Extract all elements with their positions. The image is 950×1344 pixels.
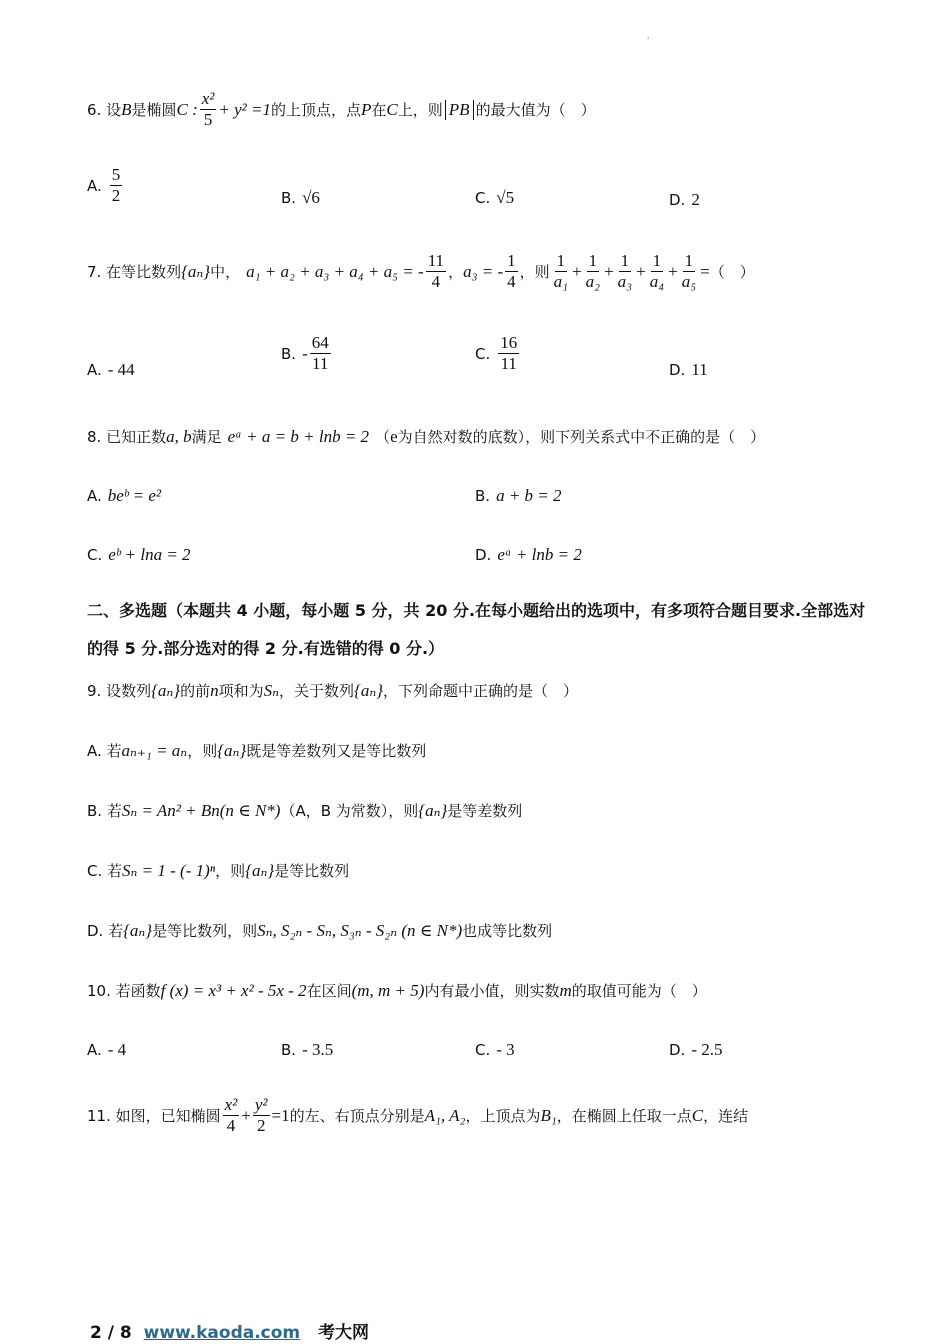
q6-option-c-value: √5 xyxy=(496,188,515,207)
q9-option-c-label: C. 若 xyxy=(87,862,123,880)
q7-option-a-label: A. xyxy=(87,361,102,379)
question-9 xyxy=(87,680,578,701)
q7-option-b-label: B. xyxy=(281,344,297,363)
q7-sum: a₁ + a₂ + a₃ + a₄ + a₅ = - xyxy=(246,261,424,281)
q10-option-b-label: B. xyxy=(281,1041,297,1059)
q6-option-a-fraction xyxy=(110,166,123,205)
q10-option-b-value: - 3.5 xyxy=(302,1040,334,1059)
q7-option-c-num: 16 xyxy=(500,333,518,352)
q9-option-b xyxy=(87,800,522,821)
q7-plus-2: + xyxy=(604,261,614,281)
q9-option-a xyxy=(87,740,426,761)
q9-option-a-seq: {aₙ} xyxy=(217,740,247,760)
q6-abs-pb: PB xyxy=(445,100,474,120)
q11-fraction-2 xyxy=(253,1096,270,1135)
q7-paren: （ ） xyxy=(709,263,755,281)
q11-text-c: ，上顶点为 xyxy=(465,1107,541,1125)
q10-option-a-value: - 4 xyxy=(107,1040,127,1059)
q8-option-a-label: A. xyxy=(87,487,102,505)
q9-option-d-cond: Sₙ, S₂ₙ - Sₙ, S₃ₙ - S₂ₙ (n ∈ N*) xyxy=(257,920,463,940)
q7-option-d-label: D. xyxy=(669,361,686,379)
section-2-heading: 二、多选题（本题共 4 小题，每小题 5 分，共 20 分.在每小题给出的选项中，有多项符合题目要求.全部选对的得 5 分.部分选对的得 2 分.有选错的得 0 分.） xyxy=(87,601,866,658)
q11-b1: B₁ xyxy=(540,1105,557,1125)
q6-text-c: 的上顶点，点 xyxy=(271,101,362,119)
q7-a3-num: 1 xyxy=(507,251,516,270)
q8-option-a xyxy=(87,486,161,506)
q7-sum-num: 11 xyxy=(427,251,445,270)
q9-option-a-cond: aₙ₊₁ = aₙ xyxy=(121,740,188,760)
q6-option-c-label: C. xyxy=(475,189,491,207)
q11-fraction-1 xyxy=(223,1096,240,1135)
q9-option-d-mid: 是等比数列，则 xyxy=(152,922,258,940)
q8-option-d-label: D. xyxy=(475,546,492,564)
q7-recip-4-num: 1 xyxy=(652,251,662,270)
q7-plus-4: + xyxy=(668,261,678,281)
q8-vars: a, b xyxy=(166,426,192,446)
q9-text-c: 项和为 xyxy=(218,682,264,700)
q9-sequence: {aₙ} xyxy=(151,680,181,700)
q10-option-d-value: - 2.5 xyxy=(691,1040,723,1059)
q6-option-b-value: √6 xyxy=(302,188,320,207)
q6-text-b: 是椭圆 xyxy=(131,101,177,119)
q7-plus-3: + xyxy=(636,261,646,281)
q10-text-a: 10. 若函数 xyxy=(87,982,161,1000)
q9-option-c-seq: {aₙ} xyxy=(245,860,275,880)
question-7 xyxy=(87,252,755,291)
q7-option-a xyxy=(87,360,135,380)
q10-interval: (m, m + 5) xyxy=(351,980,425,1000)
q9-option-b-cond: Sₙ = An² + Bn(n ∈ N*) xyxy=(121,800,281,820)
q6-text-f: 的最大值为（ ） xyxy=(475,101,596,119)
q8-text-c: 为自然对数的底数），则下列关系式中不正确的是（ ） xyxy=(397,428,766,446)
q6-var-c: C xyxy=(386,99,398,119)
q9-n: n xyxy=(210,680,219,700)
q10-text-c: 内有最小值，则实数 xyxy=(424,982,560,1000)
q9-option-d-tail: 也成等比数列 xyxy=(462,922,553,940)
q9-option-c xyxy=(87,860,349,881)
q9-option-b-label: B. 若 xyxy=(87,802,122,820)
q6-fraction xyxy=(200,90,217,129)
q7-recip-5-den: a₅ xyxy=(681,272,697,291)
q8-option-b xyxy=(475,486,562,506)
q8-option-c-value: eᵇ + lna = 2 xyxy=(108,545,191,564)
question-11 xyxy=(87,1096,748,1135)
q8-text-a: 8. 已知正数 xyxy=(87,428,167,446)
q9-option-b-mid: （A，B 为常数），则 xyxy=(280,802,419,820)
q11-f1-den: 4 xyxy=(226,1116,236,1135)
q7-option-c-den: 11 xyxy=(500,354,517,373)
q8-e: e xyxy=(390,426,398,446)
q6-frac-den: 5 xyxy=(203,110,213,129)
q7-recip-3-num: 1 xyxy=(620,251,630,270)
q9-option-b-seq: {aₙ} xyxy=(418,800,448,820)
q6-option-d-value: 2 xyxy=(691,190,700,209)
q11-text-e: ，连结 xyxy=(703,1107,749,1125)
q8-option-b-value: a + b = 2 xyxy=(496,486,562,505)
q7-option-c-label: C. xyxy=(475,344,491,363)
q8-condition: eᵃ + a = b + lnb = 2 xyxy=(227,426,370,446)
q7-text-c: ，则 xyxy=(519,263,550,281)
q7-option-c xyxy=(475,334,521,373)
q6-option-a-den: 2 xyxy=(111,186,121,205)
q11-text-a: 11. 如图，已知椭圆 xyxy=(87,1107,221,1125)
q7-option-b-fraction xyxy=(310,334,331,373)
q11-f2-num: y² xyxy=(254,1095,268,1114)
q8-option-c xyxy=(87,545,191,565)
q7-a3-fraction xyxy=(505,252,518,291)
q7-option-b-sign: - xyxy=(302,343,308,363)
question-6 xyxy=(87,90,596,129)
q10-m: m xyxy=(559,980,572,1000)
q9-option-a-mid: ，则 xyxy=(187,742,218,760)
q11-text-b: 的左、右顶点分别是 xyxy=(289,1107,425,1125)
q9-option-b-tail: 是等差数列 xyxy=(447,802,523,820)
q9-option-d-seq: {aₙ} xyxy=(123,920,153,940)
q7-recip-4 xyxy=(648,252,666,291)
q8-paren-open: （ xyxy=(375,428,391,446)
q7-sequence: {aₙ} xyxy=(181,261,211,281)
q7-recip-5-num: 1 xyxy=(684,251,694,270)
q6-equation-tail: + y² =1 xyxy=(218,99,271,119)
q9-text-a: 9. 设数列 xyxy=(87,682,152,700)
q10-option-b xyxy=(281,1040,333,1060)
q9-text-d: ，关于数列 xyxy=(279,682,355,700)
site-brand: 考大网 xyxy=(318,1323,370,1343)
q7-recip-2 xyxy=(584,252,602,291)
q6-option-a-num: 5 xyxy=(111,165,121,184)
q6-option-b-label: B. xyxy=(281,189,297,207)
q6-var-p: P xyxy=(361,99,372,119)
q7-recip-2-num: 1 xyxy=(588,251,598,270)
q6-var-b: B xyxy=(121,99,132,119)
q6-text-a: 6. 设 xyxy=(87,101,122,119)
q9-sn: Sₙ xyxy=(263,680,280,700)
q10-option-c-label: C. xyxy=(475,1041,491,1059)
q7-recip-5 xyxy=(680,252,698,291)
q10-option-d-label: D. xyxy=(669,1041,686,1059)
q10-function: f (x) = x³ + x² - 5x - 2 xyxy=(160,980,307,1000)
page-footer xyxy=(90,1318,369,1343)
q7-sum-fraction xyxy=(426,252,446,291)
q9-option-a-label: A. 若 xyxy=(87,742,122,760)
q8-option-d xyxy=(475,545,582,565)
q9-option-d-label: D. 若 xyxy=(87,922,124,940)
q7-option-a-value: - 44 xyxy=(107,360,135,379)
q7-equals: = xyxy=(700,261,710,281)
q7-sum-den: 4 xyxy=(431,272,441,291)
q7-recip-1 xyxy=(552,252,570,291)
q7-recip-1-den: a₁ xyxy=(553,272,569,291)
q11-plus: + xyxy=(241,1105,251,1125)
q7-recip-4-den: a₄ xyxy=(649,272,665,291)
q11-c: C xyxy=(691,1105,704,1125)
q6-option-a xyxy=(87,166,124,205)
q7-recip-2-den: a₂ xyxy=(585,272,601,291)
q9-option-c-cond: Sₙ = 1 - (- 1)ⁿ xyxy=(122,860,216,880)
q9-sequence-2: {aₙ} xyxy=(354,680,384,700)
q7-option-b-num: 64 xyxy=(311,333,329,352)
q9-text-e: ，下列命题中正确的是（ ） xyxy=(383,682,579,700)
q8-option-a-value: beᵇ = e² xyxy=(107,486,161,505)
q10-option-c-value: - 3 xyxy=(496,1040,515,1059)
q10-text-b: 在区间 xyxy=(306,982,352,1000)
q6-option-d-label: D. xyxy=(669,191,686,209)
q6-frac-num: x² xyxy=(201,89,215,108)
q7-a3-den: 4 xyxy=(507,272,516,291)
q7-option-b-den: 11 xyxy=(312,354,329,373)
site-link[interactable]: www.kaoda.com xyxy=(143,1323,301,1343)
q7-recip-1-num: 1 xyxy=(556,251,566,270)
q7-text-b: 中， xyxy=(210,263,241,281)
q7-option-d xyxy=(669,360,708,380)
q6-option-a-label: A. xyxy=(87,176,102,195)
q7-recip-3-den: a₃ xyxy=(617,272,633,291)
header-mark: ' xyxy=(647,36,650,45)
q6-option-b xyxy=(281,188,320,208)
q8-option-b-label: B. xyxy=(475,487,491,505)
q7-text-a: 7. 在等比数列 xyxy=(87,263,182,281)
q7-recip-3 xyxy=(616,252,634,291)
q11-vertices: A₁, A₂ xyxy=(424,1105,466,1125)
q9-text-b: 的前 xyxy=(180,682,211,700)
q8-option-d-value: eᵃ + lnb = 2 xyxy=(497,545,582,564)
q10-text-d: 的取值可能为（ ） xyxy=(571,982,707,1000)
q10-option-a-label: A. xyxy=(87,1041,102,1059)
q9-option-c-tail: 是等比数列 xyxy=(274,862,350,880)
q10-option-a xyxy=(87,1040,126,1060)
q8-text-b: 满足 xyxy=(191,428,222,446)
q11-text-d: ，在椭圆上任取一点 xyxy=(556,1107,692,1125)
q11-equals: =1 xyxy=(271,1105,290,1125)
q6-ellipse-c: C : xyxy=(176,99,198,119)
q7-plus-1: + xyxy=(572,261,582,281)
q7-option-c-fraction xyxy=(498,334,519,373)
q9-option-c-mid: ，则 xyxy=(215,862,246,880)
q6-text-d: 在 xyxy=(371,101,387,119)
q11-f2-den: 2 xyxy=(256,1116,266,1135)
q11-f1-num: x² xyxy=(224,1095,238,1114)
q7-a3: a₃ = - xyxy=(463,261,504,281)
page-number: 2 / 8 xyxy=(90,1323,132,1343)
q7-comma: ， xyxy=(448,263,464,281)
q7-option-d-value: 11 xyxy=(691,360,708,379)
q7-option-b xyxy=(281,334,333,373)
q6-option-c xyxy=(475,188,514,208)
q9-option-d xyxy=(87,920,552,941)
question-10 xyxy=(87,980,707,1001)
q6-text-e: 上，则 xyxy=(397,101,443,119)
q10-option-d xyxy=(669,1040,723,1060)
q6-option-d xyxy=(669,190,700,210)
question-8 xyxy=(87,426,765,447)
q8-option-c-label: C. xyxy=(87,546,103,564)
q10-option-c xyxy=(475,1040,515,1060)
q9-option-a-tail: 既是等差数列又是等比数列 xyxy=(246,742,427,760)
